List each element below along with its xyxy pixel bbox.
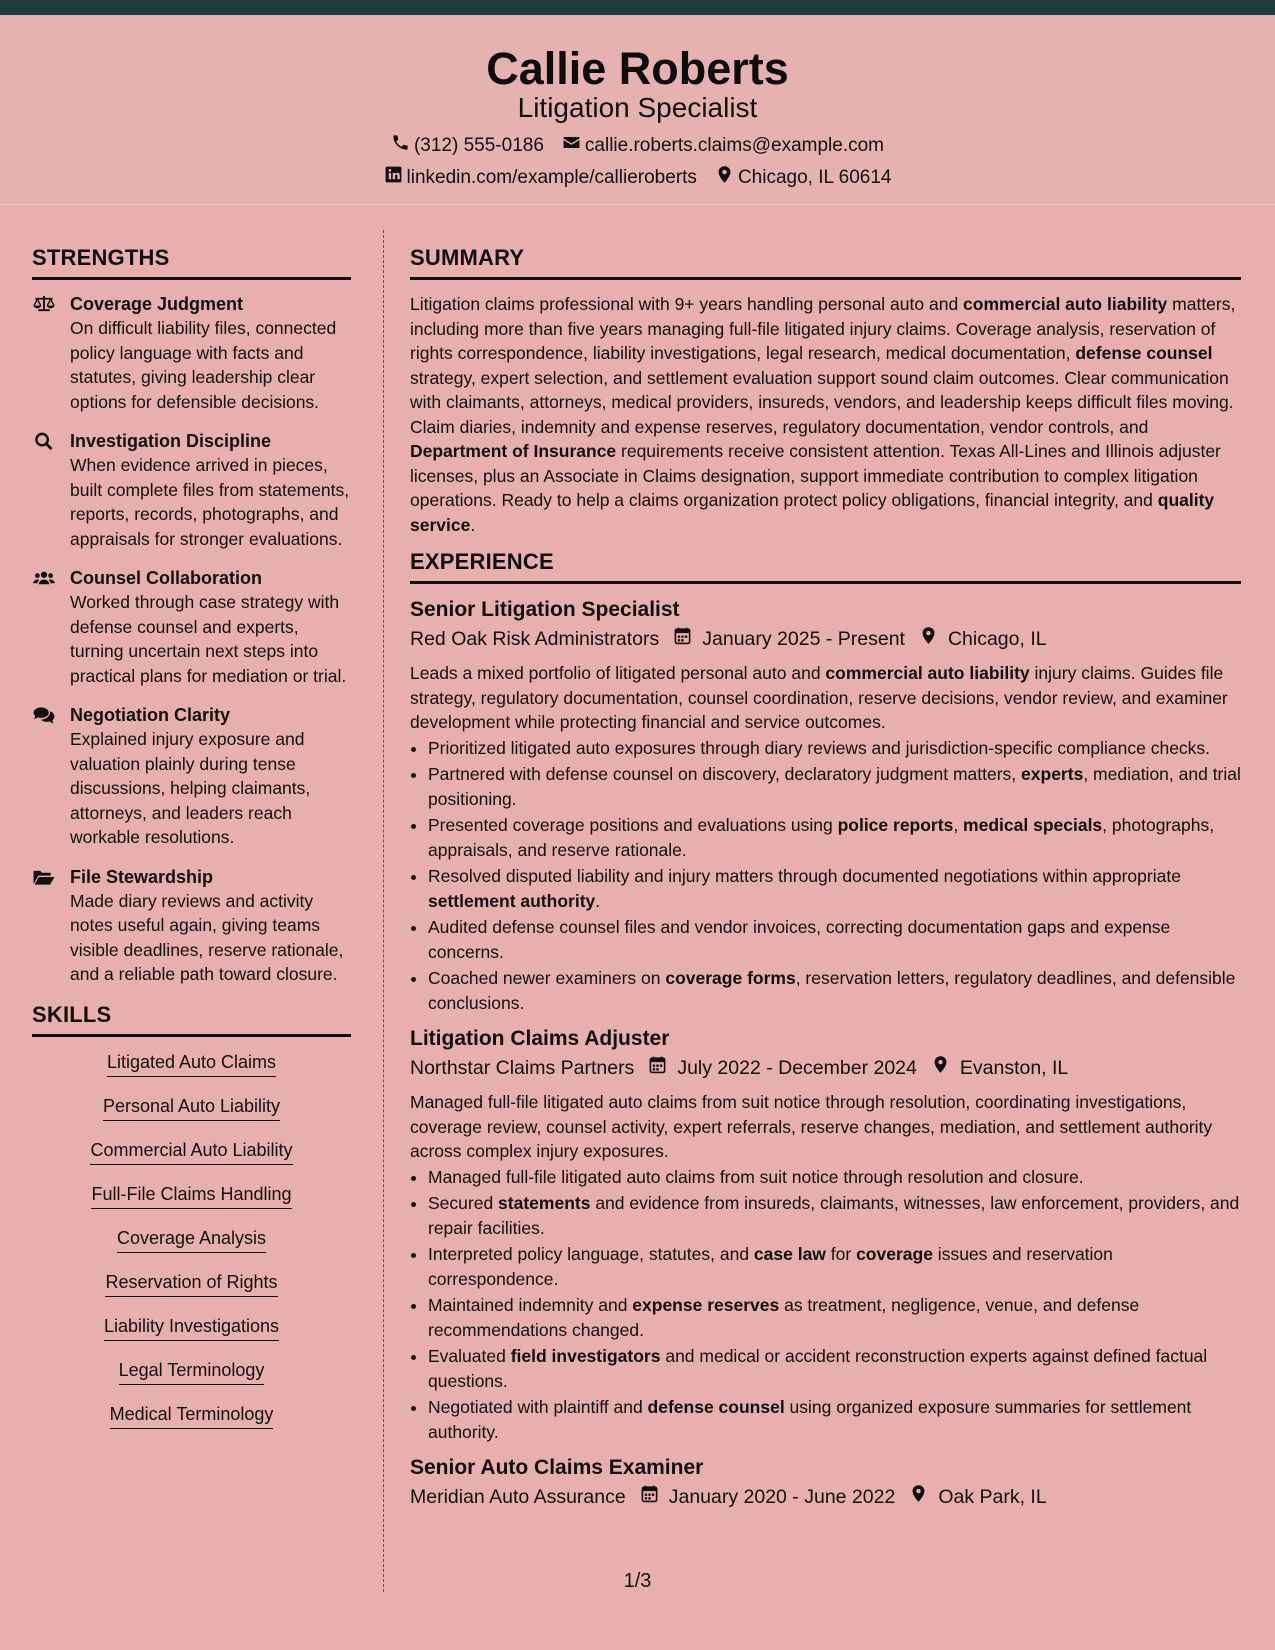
strength-description: Explained injury exposure and valuation plainly during tense discussions, helping claimants, attorneys, and leaders reach workable resolutions.: [70, 729, 311, 847]
strengths-heading: STRENGTHS: [32, 245, 351, 280]
experience-section: [410, 549, 1241, 1511]
job-title: Senior Litigation Specialist: [410, 598, 680, 621]
resume-header: [0, 15, 1275, 205]
job-location: Chicago, IL: [947, 628, 1047, 650]
job-title: Litigation Claims Adjuster: [410, 1027, 670, 1050]
job-dates: January 2020 - June 2022: [668, 1486, 896, 1508]
skill-tag: Medical Terminology: [110, 1403, 274, 1429]
strength-item: [32, 566, 351, 688]
job-bullet: • Secured statements and evidence from insureds, claimants, witnesses, law enforcement, providers, and repair facilities.: [428, 1191, 1241, 1240]
linkedin-contact: [384, 165, 697, 190]
strength-description: Made diary reviews and activity notes useful again, giving teams visible deadlines, reserve rationale, and a reliable path toward closure.: [70, 890, 344, 984]
email-contact: [562, 133, 884, 158]
phone-icon: [391, 133, 410, 158]
skills-heading: SKILLS: [32, 1002, 351, 1037]
users-icon: [32, 566, 56, 688]
job-meta: [410, 1483, 1241, 1511]
strength-item: [32, 292, 351, 414]
job-bullet: • Prioritized litigated auto exposures through diary reviews and jurisdiction-specific compliance checks.: [428, 736, 1241, 761]
job-bullet: • Resolved disputed liability and injury matters through documented negotiations within appropriate settlement authority.: [428, 864, 1241, 913]
job-bullet: • Maintained indemnity and expense reserves as treatment, negligence, venue, and defense recommendations changed.: [428, 1293, 1241, 1342]
page-number: 1/3: [623, 1570, 652, 1592]
job-bullet: • Negotiated with plaintiff and defense counsel using organized exposure summaries for settlement authority.: [428, 1395, 1241, 1444]
map-pin-icon: [917, 1054, 960, 1082]
left-column: [32, 245, 351, 1447]
linkedin-url[interactable]: linkedin.com/example/callieroberts: [406, 166, 697, 188]
job-dates: January 2025 - Present: [702, 628, 905, 650]
job-bullet: • Presented coverage positions and evaluations using police reports, medical specials, photographs, appraisals, and reserve rationale.: [428, 813, 1241, 862]
skill-tag: Coverage Analysis: [117, 1227, 266, 1253]
skills-section: [32, 1002, 351, 1447]
job-description: Managed full-file litigated auto claims from suit notice through resolution, coordinating investigations, coverage review, counsel activity, expert referrals, reserve changes, mediation, and settlement authority across complex injury exposures.: [410, 1092, 1213, 1161]
strength-name: Negotiation Clarity: [70, 705, 231, 725]
map-pin-icon: [715, 165, 734, 190]
summary-text: Litigation claims professional with 9+ years handling personal auto and commercial auto liability matters, including more than five years managing full-file litigated injury claims. Coverage analysis, reservation of rights correspondence, liability investigations, legal research, medical documentation, defense counsel strategy, expert selection, and settlement evaluation support sound claim outcomes. Clear communication with claimants, attorneys, medical providers, insureds, vendors, and leadership keeps difficult files moving. Claim diaries, indemnity and expense reserves, regulatory documentation, vendor controls, and Department of Insurance requirements receive consistent attention. Texas All-Lines and Illinois adjuster licenses, plus an Associate in Claims designation, support immediate contribution to complex litigation operations. Ready to help a claims organization protect policy obligations, financial integrity, and quality service.: [410, 294, 1236, 535]
right-column: [410, 245, 1241, 1519]
job-bullet: • Audited defense counsel files and vendor invoices, correcting documentation gaps and expense concerns.: [428, 915, 1241, 964]
job-bullet: • Managed full-file litigated auto claims from suit notice through resolution and closure.: [428, 1165, 1241, 1190]
job-bullets: [410, 736, 1241, 1016]
map-pin-icon: [895, 1483, 938, 1511]
skill-tag: Full-File Claims Handling: [91, 1183, 291, 1209]
strength-description: Worked through case strategy with defense counsel and experts, turning uncertain next steps into practical plans for mediation or trial.: [70, 592, 347, 686]
skill-tag: Personal Auto Liability: [103, 1095, 280, 1121]
skill-tag: Legal Terminology: [119, 1359, 265, 1385]
job-description: Leads a mixed portfolio of litigated personal auto and commercial auto liability injury claims. Guides file strategy, regulatory documentation, counsel coordination, reserve decisions, vendor review, and examiner development while protecting financial and service outcomes.: [410, 663, 1228, 732]
job-bullet: • Partnered with defense counsel on discovery, declaratory judgment matters, experts, mediation, and trial positioning.: [428, 762, 1241, 811]
strength-description: When evidence arrived in pieces, built complete files from statements, reports, records, photographs, and appraisals for stronger evaluations.: [70, 455, 350, 549]
skill-tag: Liability Investigations: [104, 1315, 279, 1341]
folder-open-icon: [32, 865, 56, 987]
company-name: Red Oak Risk Administrators: [410, 628, 660, 650]
comments-icon: [32, 703, 56, 850]
envelope-icon: [562, 133, 581, 158]
company-name: Northstar Claims Partners: [410, 1057, 635, 1079]
job-bullet: • Interpreted policy language, statutes, and case law for coverage issues and reservation correspondence.: [428, 1242, 1241, 1291]
skill-tag: Reservation of Rights: [105, 1271, 277, 1297]
email-address[interactable]: callie.roberts.claims@example.com: [584, 134, 885, 156]
linkedin-icon: [384, 165, 403, 190]
strength-name: Investigation Discipline: [70, 431, 272, 451]
strength-name: File Stewardship: [70, 866, 214, 887]
strength-item: [32, 703, 351, 850]
strength-name: Coverage Judgment: [70, 294, 244, 314]
job-bullet: • Evaluated field investigators and medical or accident reconstruction experts against defined factual questions.: [428, 1344, 1241, 1393]
strength-item: [32, 429, 351, 551]
map-pin-icon: [905, 625, 948, 653]
company-name: Meridian Auto Assurance: [410, 1486, 626, 1508]
strength-item: [32, 865, 351, 987]
job-location: Oak Park, IL: [938, 1486, 1047, 1508]
candidate-name: Callie Roberts: [486, 43, 789, 94]
phone-number: (312) 555-0186: [413, 134, 544, 156]
job-meta: [410, 1054, 1241, 1082]
strength-name: Counsel Collaboration: [70, 568, 263, 588]
job-dates: July 2022 - December 2024: [677, 1057, 917, 1079]
strength-description: On difficult liability files, connected policy language with facts and statutes, giving leadership clear options for defensible decisions.: [70, 318, 337, 412]
summary-heading: SUMMARY: [410, 245, 1241, 280]
job-entry: [410, 1025, 1241, 1444]
column-divider: [383, 230, 384, 1592]
job-bullet: • Coached newer examiners on coverage forms, reservation letters, regulatory deadlines, and defensible conclusions.: [428, 966, 1241, 1015]
search-icon: [32, 429, 56, 551]
balance-scale-icon: [32, 292, 56, 414]
job-title: Senior Auto Claims Examiner: [410, 1456, 704, 1479]
calendar-icon: [659, 625, 702, 653]
top-accent-bar: [0, 0, 1275, 15]
location-text: Chicago, IL 60614: [737, 166, 892, 188]
phone-contact: [391, 133, 544, 158]
location-contact: [715, 165, 892, 190]
skill-tag: Litigated Auto Claims: [107, 1051, 276, 1077]
job-meta: [410, 625, 1241, 653]
job-location: Evanston, IL: [959, 1057, 1069, 1079]
job-bullets: [410, 1165, 1241, 1445]
calendar-icon: [634, 1054, 677, 1082]
calendar-icon: [626, 1483, 669, 1511]
job-entry: [410, 596, 1241, 1015]
candidate-title: Litigation Specialist: [517, 92, 758, 123]
job-entry: [410, 1454, 1241, 1511]
skill-tag: Commercial Auto Liability: [90, 1139, 292, 1165]
experience-heading: EXPERIENCE: [410, 549, 1241, 584]
